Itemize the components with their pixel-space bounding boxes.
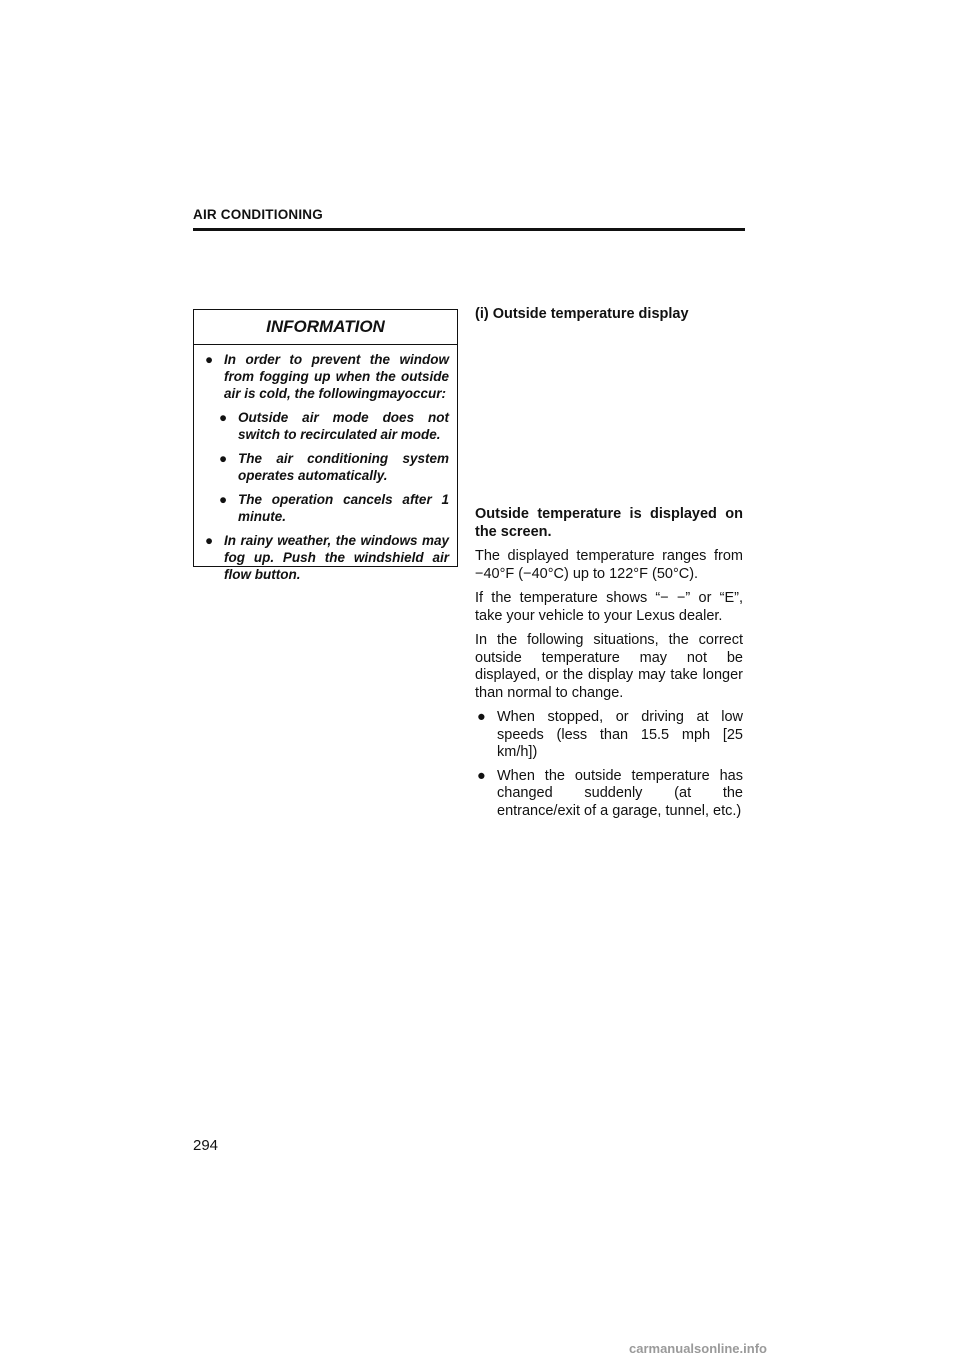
lead-paragraph: Outside temperature is displayed on the screen.: [475, 506, 743, 540]
page-number: 294: [193, 1137, 219, 1154]
bullet-icon: ●: [477, 767, 486, 784]
bullet-icon: ●: [477, 709, 486, 725]
section-title: AIR CONDITIONING: [193, 207, 323, 222]
header-rule: [193, 228, 745, 231]
information-box: [193, 309, 458, 582]
info-subitem: [216, 491, 449, 525]
paragraph: The displayed temperature ranges from −40°F (−40°C) up to 122°F (50°C).: [475, 548, 743, 582]
paragraph: In the following situations, the correct outside temperature may not be displayed, or the display may take longer than normal to change.: [475, 632, 743, 701]
list-item: [475, 768, 743, 821]
list-item-text: When the outside temperature has changed suddenly (at the entrance/exit of a garage, tunnel, etc.): [497, 767, 743, 819]
bullet-icon: ●: [219, 451, 228, 466]
info-item: [202, 351, 449, 402]
bullet-icon: ●: [219, 492, 228, 507]
info-subitem-text: The air conditioning system operates automatically.: [238, 451, 449, 483]
body-text: [475, 506, 743, 826]
list-item: [475, 709, 743, 762]
bullet-icon: ●: [205, 352, 214, 367]
info-item: [202, 532, 449, 583]
info-subitem: [216, 409, 449, 443]
info-item-text: In rainy weather, the windows may fog up. Push the windshield air flow button.: [224, 533, 449, 582]
watermark: carmanualsonline.info: [629, 1341, 767, 1356]
list-item-text: When stopped, or driving at low speeds (less than 15.5 mph [25 km/h]): [497, 709, 743, 760]
information-body: [194, 345, 457, 583]
info-subitem: [216, 450, 449, 484]
subsection-heading: (i) Outside temperature display: [475, 306, 689, 322]
info-subitem-text: The operation cancels after 1 minute.: [238, 492, 449, 524]
bullet-icon: ●: [219, 410, 228, 425]
info-item-text: In order to prevent the window from fogging up when the outside air is cold, the followingmayoccur:: [224, 352, 449, 401]
bullet-icon: ●: [205, 533, 214, 548]
information-title: INFORMATION: [194, 310, 457, 345]
info-subitem-text: Outside air mode does not switch to recirculated air mode.: [238, 410, 449, 442]
paragraph: If the temperature shows “− −” or “E”, take your vehicle to your Lexus dealer.: [475, 590, 743, 624]
